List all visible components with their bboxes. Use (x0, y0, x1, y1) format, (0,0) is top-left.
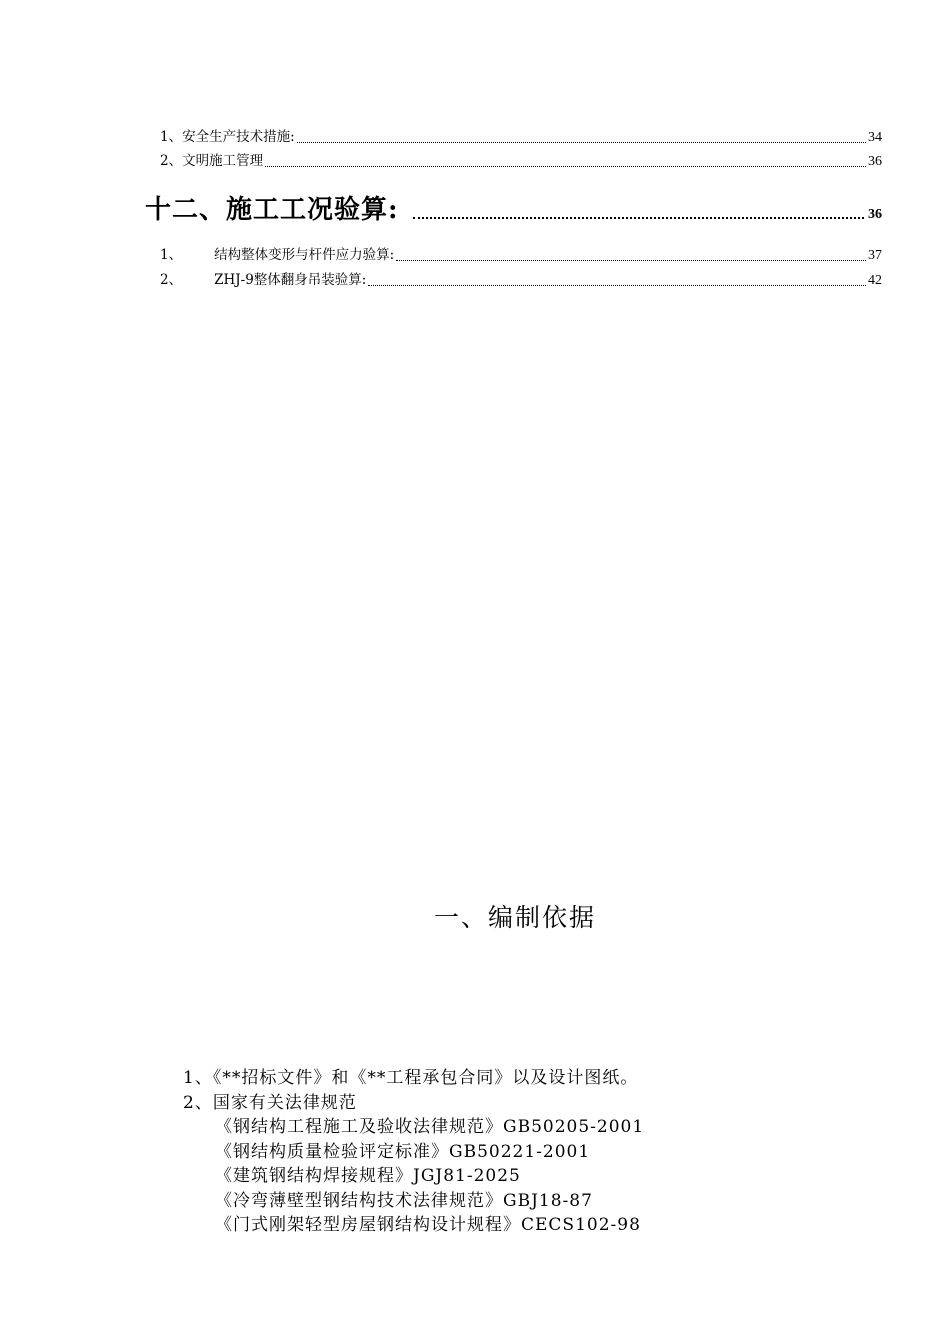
toc-chapter-heading[interactable] (145, 192, 882, 228)
toc-leader-dots (265, 165, 866, 167)
toc-entry-title: 结构整体变形与杆件应力验算: (214, 247, 395, 263)
toc-entry-number: 1、 (160, 247, 183, 263)
toc-leader-dots (297, 141, 866, 143)
toc-entry-safety-measures[interactable] (160, 128, 882, 147)
toc-entry-number: 2、 (160, 153, 183, 169)
toc-leader-dots (396, 259, 866, 261)
toc-entry-number: 1、 (160, 129, 183, 145)
toc-entry-title: 文明施工管理 (182, 153, 264, 169)
toc-chapter-title: 十二、施工工况验算: (145, 195, 399, 225)
basis-list (183, 1066, 644, 1238)
section-title: 一、编制依据 (433, 903, 596, 932)
basis-item-regulations: 2、国家有关法律规范 (183, 1092, 357, 1113)
toc-entry-page: 37 (868, 248, 882, 263)
toc-entry-page: 36 (868, 154, 882, 169)
standard-item: 《建筑钢结构焊接规程》JGJ81-2025 (215, 1166, 521, 1186)
basis-item-documents: 1、《**招标文件》和《**工程承包合同》以及设计图纸。 (183, 1068, 639, 1088)
toc-leader-dots (413, 216, 864, 219)
toc-chapter-page: 36 (868, 207, 882, 222)
standard-item: 《钢结构工程施工及验收法律规范》GB50205-2001 (215, 1117, 645, 1137)
toc-entry-title: ZHJ-9整体翻身吊装验算: (214, 272, 367, 288)
toc-entry-page: 34 (868, 130, 882, 145)
toc-entry-number: 2、 (160, 272, 183, 288)
toc-entry-lifting-check[interactable] (160, 271, 882, 290)
standard-item: 《钢结构质量检验评定标准》GB50221-2001 (215, 1141, 591, 1162)
toc-entry-civilized-construction[interactable] (160, 152, 882, 171)
toc-entry-title: 安全生产技术措施: (182, 129, 295, 145)
toc-entry-page: 42 (868, 273, 882, 288)
standard-item: 《门式刚架轻型房屋钢结构设计规程》CECS102-98 (215, 1215, 641, 1235)
standard-item: 《冷弯薄壁型钢结构技术法律规范》GBJ18-87 (215, 1190, 593, 1211)
toc-entry-structure-check[interactable] (160, 246, 882, 265)
toc-leader-dots (368, 284, 866, 286)
